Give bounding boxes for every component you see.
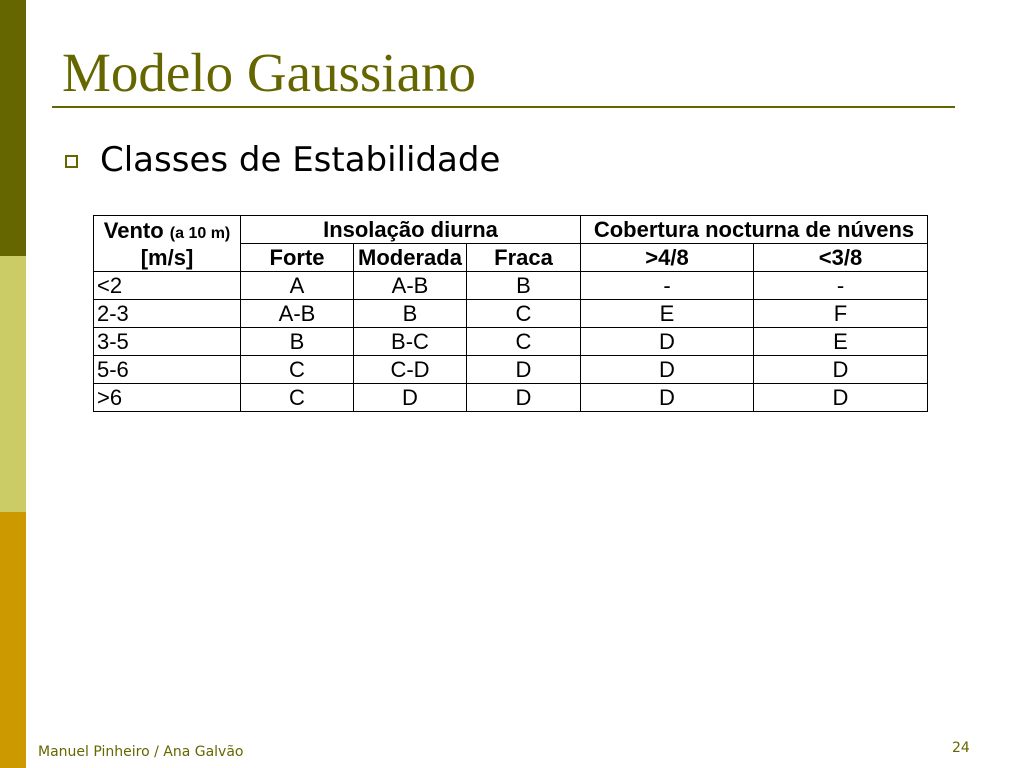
cloud-over-4-8-cell: D — [581, 328, 754, 356]
table-row — [94, 384, 928, 412]
strong-insolation-cell: A-B — [241, 300, 354, 328]
subheader-moderada: Moderada — [354, 244, 467, 272]
wind-speed-cell: 5-6 — [94, 356, 241, 384]
wind-header-line — [94, 217, 240, 244]
sidebar-segment-top — [0, 0, 26, 256]
weak-insolation-cell: D — [467, 384, 581, 412]
cloud-under-3-8-cell: F — [754, 300, 928, 328]
weak-insolation-cell: C — [467, 328, 581, 356]
subheader-cloud-under-3-8: <3/8 — [754, 244, 928, 272]
wind-height-note: (a 10 m) — [169, 224, 231, 242]
subheader-cloud-over-4-8: >4/8 — [581, 244, 754, 272]
footer-authors: Manuel Pinheiro / Ana Galvão — [38, 744, 244, 760]
cloud-over-4-8-cell: D — [581, 356, 754, 384]
page-number: 24 — [952, 740, 970, 756]
cloud-under-3-8-cell: - — [754, 272, 928, 300]
wind-header-label: Vento — [103, 217, 164, 243]
table-row — [94, 356, 928, 384]
hollow-square-icon — [65, 155, 78, 168]
sidebar-segment-bottom — [0, 512, 26, 768]
subheader-forte: Forte — [241, 244, 354, 272]
title-underline — [52, 106, 955, 108]
weak-insolation-cell: B — [467, 272, 581, 300]
cloud-under-3-8-cell: D — [754, 384, 928, 412]
moderate-insolation-cell: B-C — [354, 328, 467, 356]
bullet-text: Classes de Estabilidade — [100, 140, 501, 180]
table-row — [94, 272, 928, 300]
wind-speed-cell: 3-5 — [94, 328, 241, 356]
slide-title: Modelo Gaussiano — [62, 42, 476, 103]
weak-insolation-cell: D — [467, 356, 581, 384]
insolation-group-header: Insolação diurna — [241, 216, 581, 244]
strong-insolation-cell: A — [241, 272, 354, 300]
strong-insolation-cell: B — [241, 328, 354, 356]
wind-speed-cell: 2-3 — [94, 300, 241, 328]
wind-speed-cell: >6 — [94, 384, 241, 412]
strong-insolation-cell: C — [241, 384, 354, 412]
table-row — [94, 328, 928, 356]
wind-units-label: [m/s] — [140, 244, 194, 270]
sidebar-segment-middle — [0, 256, 26, 512]
wind-speed-cell: <2 — [94, 272, 241, 300]
moderate-insolation-cell: D — [354, 384, 467, 412]
moderate-insolation-cell: B — [354, 300, 467, 328]
weak-insolation-cell: C — [467, 300, 581, 328]
wind-speed-header — [94, 216, 241, 272]
sidebar-accent-bar — [0, 0, 26, 768]
cloud-over-4-8-cell: D — [581, 384, 754, 412]
cloud-under-3-8-cell: E — [754, 328, 928, 356]
cloud-over-4-8-cell: - — [581, 272, 754, 300]
strong-insolation-cell: C — [241, 356, 354, 384]
table-row — [94, 300, 928, 328]
cloud-cover-group-header: Cobertura nocturna de núvens — [581, 216, 928, 244]
cloud-over-4-8-cell: E — [581, 300, 754, 328]
cloud-under-3-8-cell: D — [754, 356, 928, 384]
table-header-row — [94, 216, 928, 244]
moderate-insolation-cell: C-D — [354, 356, 467, 384]
moderate-insolation-cell: A-B — [354, 272, 467, 300]
subheader-fraca: Fraca — [467, 244, 581, 272]
stability-classes-table — [93, 215, 928, 412]
